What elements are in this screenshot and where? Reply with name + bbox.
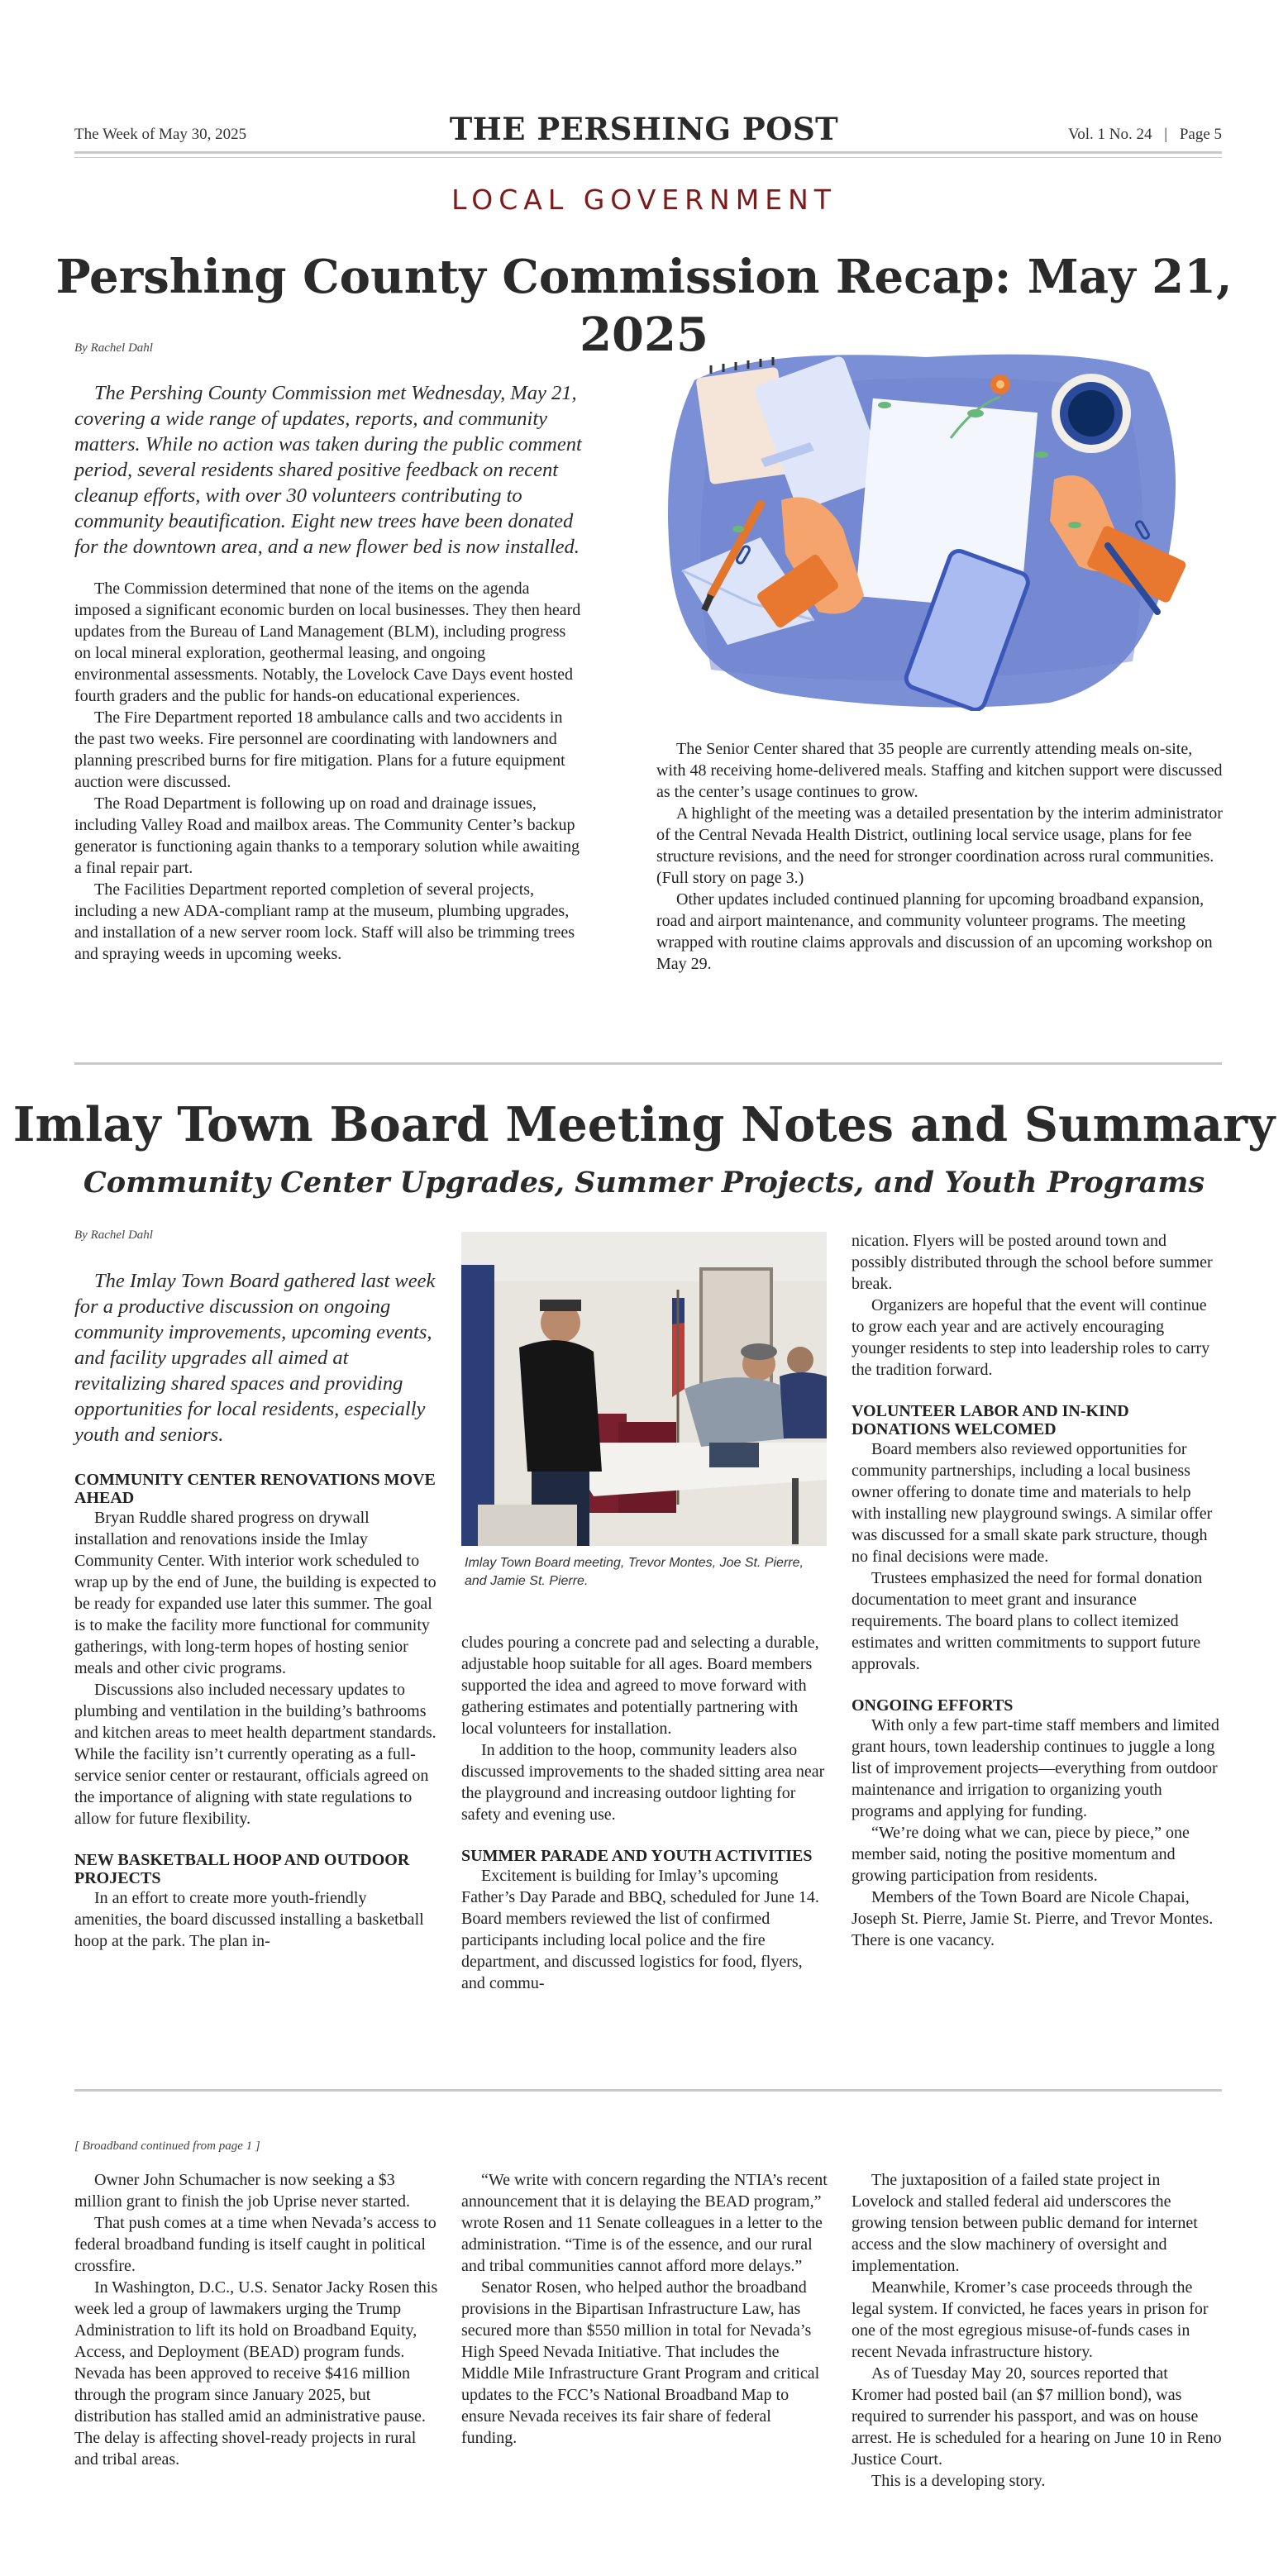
broadband-column-2 [461,2169,828,2449]
subheading: VOLUNTEER LABOR AND IN-KIND DONATIONS WELCOMED [852,1402,1129,1438]
subheading: ONGOING EFFORTS [852,1696,1014,1715]
paragraph: cludes pouring a concrete pad and selecting a durable, adjustable hoop suitable for all ages. Board members supported the idea and agreed to move forward with gathering estimates and potentially partnering with local volunteers for installation. [461,1634,819,1738]
article1-paragraph: The Road Department is following up on road and drainage issues, including Valley Road and mailbox areas. The Community Center’s backup generator is functioning again thanks to a temporary solution while awaiting a final repair part. [74,794,580,877]
paragraph: The juxtaposition of a failed state project in Lovelock and stalled federal aid underscores the growing tension between public demand for internet access and the slow machinery of oversight and implementation. [852,2171,1198,2275]
section-label: LOCAL GOVERNMENT [451,184,837,216]
page-number: Page 5 [1179,126,1222,143]
subheading: COMMUNITY CENTER RENOVATIONS MOVE AHEAD [74,1471,436,1507]
paragraph: nication. Flyers will be posted around town and possibly distributed through the school before summer break. [852,1232,1213,1293]
article2-lede: The Imlay Town Board gathered last week for a productive discussion on ongoing community improvements, upcoming events, and facility upgrades all aimed at revitalizing shared spaces and providing opportunities for local residents, especially youth and seniors. [74,1270,436,1446]
article1-paragraph: The Fire Department reported 18 ambulance calls and two accidents in the past two weeks. Fire personnel are coordinating with landowners and planning prescribed burns for fire mitigation. Plans for a future equipment auction were discussed. [74,708,565,791]
subheading: SUMMER PARADE AND YOUTH ACTIVITIES [461,1847,813,1865]
article1-lede: The Pershing County Commission met Wednesday, May 21, covering a wide range of updates, reports, and community matters. While no action was taken during the public comment period, several residents shared positive feedback on recent cleanup efforts, with over 30 volunteers contributing to community beautification. Eight new trees have been donated for the downtown area, and a new flower bed is now installed. [74,382,582,558]
issue-info [1068,126,1222,144]
paragraph: Excitement is building for Imlay’s upcoming Father’s Day Parade and BBQ, scheduled for June 14. Board members reviewed the list of confirmed participants including local police and the fire department, and discussed logistics for food, flyers, and commu- [461,1867,819,1992]
article-divider [74,2089,1222,2092]
article2-column-1 [74,1268,438,1952]
header-rule-top [74,151,1222,154]
meeting-photo [461,1232,827,1546]
article1-body-right [656,738,1224,975]
article1-body-left [74,578,584,965]
desk-illustration [661,347,1190,711]
article1-paragraph: Other updates included continued planning for upcoming broadband expansion, road and airport maintenance, and community volunteer programs. The meeting wrapped with routine claims approvals and discussion of an upcoming workshop on May 29. [656,890,1213,973]
article1-paragraph: The Senior Center shared that 35 people are currently attending meals on-site, with 48 receiving home-delivered meals. Staffing and kitchen support were discussed as the center’s usage continues to grow. [656,740,1223,801]
subheading: NEW BASKETBALL HOOP AND OUTDOOR PROJECTS [74,1851,410,1887]
article2-byline: By Rachel Dahl [74,1228,153,1242]
article1-paragraph: The Facilities Department reported completion of several projects, including a new ADA-compliant ramp at the museum, plumbing upgrades, and installation of a new server room lock. Staff will also be trimming trees and spraying weeds in upcoming weeks. [74,880,575,963]
article2-subheadline: Community Center Upgrades, Summer Projects, and Youth Programs [83,1166,1205,1200]
paragraph: As of Tuesday May 20, sources reported that Kromer had posted bail (an $7 million bond), was required to surrender his passport, and was on house arrest. He is scheduled for a hearing on June 10 in Reno Justice Court. [852,2364,1222,2469]
article1-paragraph: The Commission determined that none of the items on the agenda imposed a significant economic burden on local businesses. They then heard updates from the Bureau of Land Management (BLM), including progress on local mineral exploration, geothermal leasing, and ongoing environmental assessments. Notably, the Lovelock Cave Days event hosted fourth graders and the public for hands-on educational experiences. [74,580,581,705]
article1-headline: Pershing County Commission Recap: May 21, 2025 [55,250,1233,362]
paragraph: Discussions also included necessary updates to plumbing and ventilation in the building’s bathrooms and kitchen areas to meet health department standards. While the facility isn’t currently operating as a full-service senior center or restaurant, officials agreed on the importance of aligning with state regulations to allow for future flexibility. [74,1681,436,1828]
paragraph: “We’re doing what we can, piece by piece,” one member said, noting the positive momentum and growing participation from residents. [852,1824,1190,1885]
paragraph: Members of the Town Board are Nicole Chapai, Joseph St. Pierre, Jamie St. Pierre, and Trevor Montes. There is one vacancy. [852,1888,1214,1949]
paragraph: Meanwhile, Kromer’s case proceeds through the legal system. If convicted, he faces years in prison for one of the most egregious misuse-of-funds cases in recent Nevada infrastructure history. [852,2278,1209,2361]
article1-left-column [74,380,584,965]
paragraph: In addition to the hoop, community leaders also discussed improvements to the shaded sitting area near the playground and increasing outdoor lighting for safety and evening use. [461,1741,825,1824]
article1-byline: By Rachel Dahl [74,341,153,355]
paragraph: This is a developing story. [871,2472,1046,2490]
article-divider [74,1062,1222,1065]
broadband-column-3 [852,2169,1222,2492]
paragraph: Bryan Ruddle shared progress on drywall installation and renovations inside the Imlay Community Center. With interior work scheduled to wrap up by the end of June, the building is expected to be ready for expanded use later this summer. The goal is to make the facility more functional for community gatherings, with long-term hopes of hosting senior meals and other civic programs. [74,1509,436,1677]
paragraph: “We write with concern regarding the NTIA’s recent announcement that it is delaying the BEAD program,” wrote Rosen and 11 Senate colleagues in a letter to the administration. “Time is of the essence, and our rural and tribal communities cannot afford more delays.” [461,2171,828,2275]
broadband-column-1 [74,2169,441,2470]
paragraph: Senator Rosen, who helped author the broadband provisions in the Bipartisan Infrastructure Law, has secured more than $550 million in total for Nevada’s High Speed Nevada Initiative. That includes the Middle Mile Infrastructure Grant Program and critical updates to the FCC’s National Broadband Map to ensure Nevada receives its fair share of federal funding. [461,2278,820,2447]
article2-column-1-body [74,1471,438,1952]
article2-headline: Imlay Town Board Meeting Notes and Summary [12,1097,1276,1152]
photo-caption: Imlay Town Board meeting, Trevor Montes, Joe St. Pierre, and Jamie St. Pierre. [465,1556,804,1588]
continued-note: [ Broadband continued from page 1 ] [74,2140,260,2153]
article1-paragraph: A highlight of the meeting was a detailed presentation by the interim administrator of the Central Nevada Health District, outlining local service usage, plans for fee structure revisions, and the need for stronger coordination across rural communities. (Full story on page 3.) [656,804,1223,887]
paragraph: Owner John Schumacher is now seeking a $3 million grant to finish the job Uprise never started. [74,2171,411,2211]
article2-column-3 [852,1230,1222,1951]
header-separator: | [1164,126,1168,143]
paragraph: In an effort to create more youth-friendly amenities, the board discussed installing a basketball hoop at the park. The plan in- [74,1889,424,1950]
paragraph: Trustees emphasized the need for formal donation documentation to meet grant and insurance requirements. The board plans to collect itemized estimates and written commitments to support future approvals. [852,1569,1203,1673]
paragraph: Board members also reviewed opportunities for community partnerships, including a local business owner offering to donate time and materials to help with installing new playground swings. A similar offer was discussed for a small skate park structure, though no final decisions were made. [852,1440,1213,1566]
header-rule-bottom [74,157,1222,158]
volume-number: Vol. 1 No. 24 [1067,126,1152,143]
paragraph: Organizers are hopeful that the event will continue to grow each year and are actively encouraging younger residents to step into leadership roles to carry the tradition forward. [852,1296,1210,1379]
issue-date: The Week of May 30, 2025 [74,126,247,143]
article2-column-2 [461,1632,828,1994]
paragraph: In Washington, D.C., U.S. Senator Jacky Rosen this week led a group of lawmakers urging the Trump Administration to lift its hold on Broadband Equity, Access, and Deployment (BEAD) program funds. Nevada has been approved to receive $416 million through the program since January 2025, but distribution has stalled amid an administrative pause. The delay is affecting shovel-ready projects in rural and tribal areas. [74,2278,438,2469]
paragraph: That push comes at a time when Nevada’s access to federal broadband funding is itself caught in political crossfire. [74,2214,436,2275]
paragraph: With only a few part-time staff members and limited grant hours, town leadership continues to juggle a long list of improvement projects—everything from outdoor maintenance and irrigation to organizing youth programs and applying for funding. [852,1716,1219,1820]
masthead: THE PERSHING POST [449,111,839,147]
